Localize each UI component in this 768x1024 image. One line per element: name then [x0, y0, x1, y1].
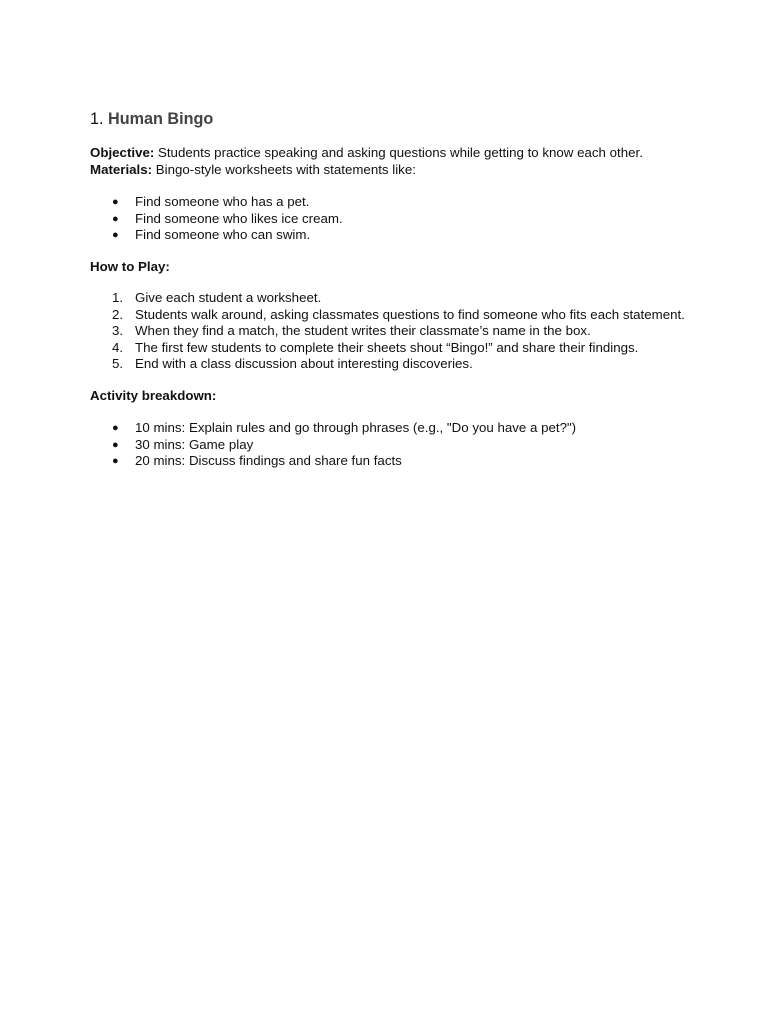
list-item	[90, 420, 690, 437]
step-number: 1.	[112, 290, 124, 305]
heading-title: Human Bingo	[108, 110, 214, 128]
objective-line	[90, 145, 690, 162]
step-text: Students walk around, asking classmates questions to find someone who fits each statement.	[135, 306, 685, 322]
heading-number: 1.	[90, 110, 104, 128]
activity-breakdown-label: Activity breakdown:	[90, 387, 217, 403]
bullet-icon: ●	[112, 229, 119, 241]
breakdown-text: 30 mins: Game play	[135, 436, 254, 452]
how-to-play-label: How to Play:	[90, 258, 170, 274]
step-number: 2.	[112, 306, 124, 322]
statement-text: Find someone who has a pet.	[135, 194, 310, 209]
bullet-icon: ●	[112, 438, 119, 451]
bullet-icon: ●	[112, 422, 119, 434]
bullet-icon: ●	[112, 455, 119, 467]
list-item	[90, 453, 690, 470]
step-text: Give each student a worksheet.	[135, 290, 322, 305]
list-item	[90, 307, 690, 324]
statement-text: Find someone who can swim.	[135, 227, 311, 242]
statements-list	[90, 194, 690, 244]
step-number: 3.	[112, 323, 124, 338]
section-heading	[90, 109, 690, 129]
step-number: 5.	[112, 356, 124, 371]
list-item	[90, 437, 690, 454]
statement-text: Find someone who likes ice cream.	[135, 210, 343, 226]
bullet-icon: ●	[112, 196, 119, 208]
step-number: 4.	[112, 339, 124, 355]
list-item	[90, 227, 690, 244]
step-text: End with a class discussion about interesting discoveries.	[135, 356, 473, 371]
breakdown-text: 20 mins: Discuss findings and share fun facts	[135, 453, 402, 468]
objective-text: Students practice speaking and asking questions while getting to know each other.	[154, 145, 643, 160]
list-item	[90, 340, 690, 357]
list-item	[90, 356, 690, 373]
list-item	[90, 211, 690, 228]
breakdown-list	[90, 420, 690, 470]
materials-label: Materials:	[90, 161, 153, 177]
bullet-icon: ●	[112, 212, 119, 225]
materials-text: Bingo-style worksheets with statements like:	[152, 161, 416, 177]
document-content	[90, 109, 690, 470]
steps-list	[90, 290, 690, 373]
list-item	[90, 323, 690, 340]
step-text: The first few students to complete their sheets shout “Bingo!” and share their findings.	[135, 339, 639, 355]
list-item	[90, 290, 690, 307]
step-text: When they find a match, the student writes their classmate’s name in the box.	[135, 323, 591, 338]
objective-label: Objective:	[90, 145, 155, 160]
materials-line	[90, 162, 690, 179]
list-item	[90, 194, 690, 211]
breakdown-text: 10 mins: Explain rules and go through phrases (e.g., "Do you have a pet?")	[135, 420, 577, 435]
